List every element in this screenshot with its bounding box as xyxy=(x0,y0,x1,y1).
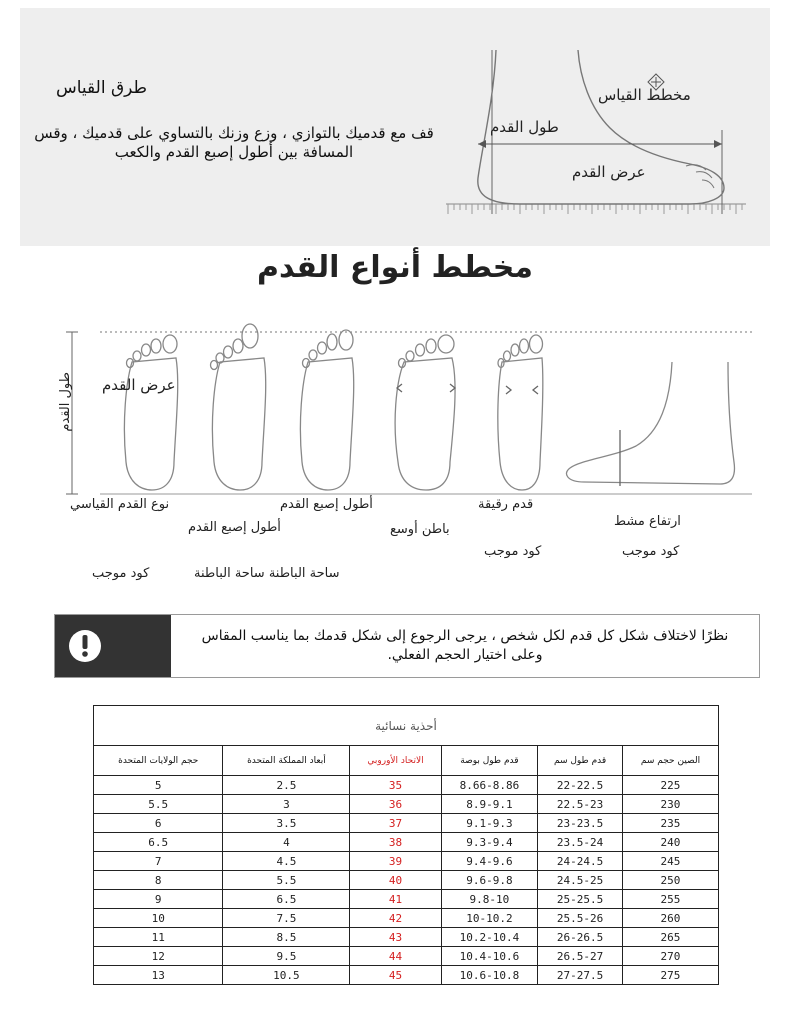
header-china-size: الصين حجم سم xyxy=(622,746,718,776)
table-cell: 12 xyxy=(94,947,223,966)
table-cell: 13 xyxy=(94,966,223,985)
table-row xyxy=(94,947,719,966)
table-cell: 10-10.2 xyxy=(441,909,538,928)
measuring-instructions: قف مع قدميك بالتوازي ، وزع وزنك بالتساوي على قدميك ، وقس المسافة بين أطول إصبع القدم والكعب xyxy=(34,124,434,161)
table-cell: 6.5 xyxy=(223,890,350,909)
table-cell: 250 xyxy=(622,871,718,890)
table-cell: 38 xyxy=(350,833,441,852)
foot-type-sole-area-label: ساحة الباطنة ساحة الباطنة xyxy=(194,566,340,581)
measuring-chart-label: مخطط القياس xyxy=(598,86,691,104)
table-row xyxy=(94,795,719,814)
table-cell: 24-24.5 xyxy=(538,852,623,871)
header-foot-length-cm: قدم طول سم xyxy=(538,746,623,776)
table-cell: 3.5 xyxy=(223,814,350,833)
table-cell: 9.1-9.3 xyxy=(441,814,538,833)
table-cell: 5 xyxy=(94,776,223,795)
table-cell: 9.4-9.6 xyxy=(441,852,538,871)
foot-shape-standard xyxy=(124,335,177,490)
foot-side-view-illustration xyxy=(440,38,760,228)
notice-icon-panel xyxy=(55,615,171,677)
table-cell: 26-26.5 xyxy=(538,928,623,947)
table-cell: 37 xyxy=(350,814,441,833)
table-cell: 6.5 xyxy=(94,833,223,852)
table-cell: 10.6-10.8 xyxy=(441,966,538,985)
foot-width-label: عرض القدم xyxy=(572,163,646,181)
table-cell: 245 xyxy=(622,852,718,871)
table-cell: 6 xyxy=(94,814,223,833)
table-row xyxy=(94,871,719,890)
table-cell: 10.4-10.6 xyxy=(441,947,538,966)
foot-shape-longest-toe-2 xyxy=(300,330,353,490)
foot-type-label-wide-sole: باطن أوسع xyxy=(390,522,450,537)
notice-text: نظرًا لاختلاف شكل كل قدم لكل شخص ، يرجى الرجوع إلى شكل قدمك بما يناسب المقاس وعلى اختيار الحجم الفعلي. xyxy=(201,628,729,663)
header-foot-length-inch: قدم طول بوصة xyxy=(441,746,538,776)
table-cell: 22.5-23 xyxy=(538,795,623,814)
table-cell: 8.66-8.86 xyxy=(441,776,538,795)
table-cell: 235 xyxy=(622,814,718,833)
table-cell: 9 xyxy=(94,890,223,909)
table-cell: 22-22.5 xyxy=(538,776,623,795)
table-cell: 230 xyxy=(622,795,718,814)
table-cell: 24.5-25 xyxy=(538,871,623,890)
table-cell: 25.5-26 xyxy=(538,909,623,928)
table-cell: 9.5 xyxy=(223,947,350,966)
table-cell: 265 xyxy=(622,928,718,947)
table-cell: 8.5 xyxy=(223,928,350,947)
size-table-header-row xyxy=(94,746,719,776)
table-row xyxy=(94,928,719,947)
measuring-method-title: طرق القياس xyxy=(56,78,148,98)
table-row xyxy=(94,776,719,795)
table-cell: 8.9-9.1 xyxy=(441,795,538,814)
table-cell: 23-23.5 xyxy=(538,814,623,833)
table-row xyxy=(94,852,719,871)
table-cell: 11 xyxy=(94,928,223,947)
table-cell: 25-25.5 xyxy=(538,890,623,909)
foot-type-code-2: كود موجب xyxy=(622,544,680,559)
table-cell: 5.5 xyxy=(94,795,223,814)
foot-width-label-2: عرض القدم xyxy=(102,376,176,394)
table-cell: 2.5 xyxy=(223,776,350,795)
foot-type-label-thin: قدم رقيقة xyxy=(478,497,534,512)
table-cell: 8 xyxy=(94,871,223,890)
table-cell: 43 xyxy=(350,928,441,947)
table-cell: 4.5 xyxy=(223,852,350,871)
foot-type-label-standard: نوع القدم القياسي xyxy=(70,497,170,512)
size-chart-table xyxy=(93,705,719,985)
table-cell: 9.6-9.8 xyxy=(441,871,538,890)
table-cell: 9.8-10 xyxy=(441,890,538,909)
table-row xyxy=(94,814,719,833)
foot-length-vertical-label: طول القدم xyxy=(58,372,73,432)
table-cell: 35 xyxy=(350,776,441,795)
foot-shape-longest-toe-1 xyxy=(211,324,266,490)
table-row xyxy=(94,890,719,909)
table-cell: 41 xyxy=(350,890,441,909)
table-row xyxy=(94,833,719,852)
table-cell: 255 xyxy=(622,890,718,909)
table-cell: 7.5 xyxy=(223,909,350,928)
foot-type-label-high-instep: ارتفاع مشط xyxy=(614,514,681,529)
size-notice-box xyxy=(54,614,760,678)
foot-type-label-longest-toe-a: أطول إصبع القدم xyxy=(188,520,281,535)
foot-type-code-1: كود موجب xyxy=(484,544,542,559)
table-cell: 44 xyxy=(350,947,441,966)
table-cell: 10.2-10.4 xyxy=(441,928,538,947)
table-cell: 10 xyxy=(94,909,223,928)
table-cell: 10.5 xyxy=(223,966,350,985)
foot-type-code-3: كود موجب xyxy=(92,566,150,581)
foot-type-label-longest-toe-b: أطول إصبع القدم xyxy=(280,497,373,512)
table-cell: 3 xyxy=(223,795,350,814)
table-cell: 26.5-27 xyxy=(538,947,623,966)
header-uk-size: أبعاد المملكة المتحدة xyxy=(223,746,350,776)
table-cell: 40 xyxy=(350,871,441,890)
foot-shape-thin xyxy=(498,335,543,490)
header-us-size: حجم الولايات المتحدة xyxy=(94,746,223,776)
foot-length-label: طول القدم xyxy=(490,118,559,136)
table-cell: 27-27.5 xyxy=(538,966,623,985)
measuring-method-panel xyxy=(20,8,770,246)
table-cell: 9.3-9.4 xyxy=(441,833,538,852)
table-cell: 42 xyxy=(350,909,441,928)
foot-shape-high-instep xyxy=(566,362,734,486)
size-table-caption: أحذية نسائية xyxy=(94,706,719,746)
foot-types-title: مخطط أنواع القدم xyxy=(256,250,534,285)
header-eu-size: الاتحاد الأوروبي xyxy=(350,746,441,776)
table-cell: 5.5 xyxy=(223,871,350,890)
foot-shape-wide-sole xyxy=(395,335,455,490)
table-cell: 225 xyxy=(622,776,718,795)
table-cell: 23.5-24 xyxy=(538,833,623,852)
table-cell: 270 xyxy=(622,947,718,966)
exclamation-circle-icon xyxy=(55,615,171,677)
table-cell: 275 xyxy=(622,966,718,985)
table-cell: 36 xyxy=(350,795,441,814)
table-row xyxy=(94,909,719,928)
table-cell: 4 xyxy=(223,833,350,852)
table-cell: 45 xyxy=(350,966,441,985)
table-cell: 7 xyxy=(94,852,223,871)
table-cell: 39 xyxy=(350,852,441,871)
table-cell: 260 xyxy=(622,909,718,928)
table-row xyxy=(94,966,719,985)
foot-types-illustration xyxy=(60,322,760,502)
table-cell: 240 xyxy=(622,833,718,852)
